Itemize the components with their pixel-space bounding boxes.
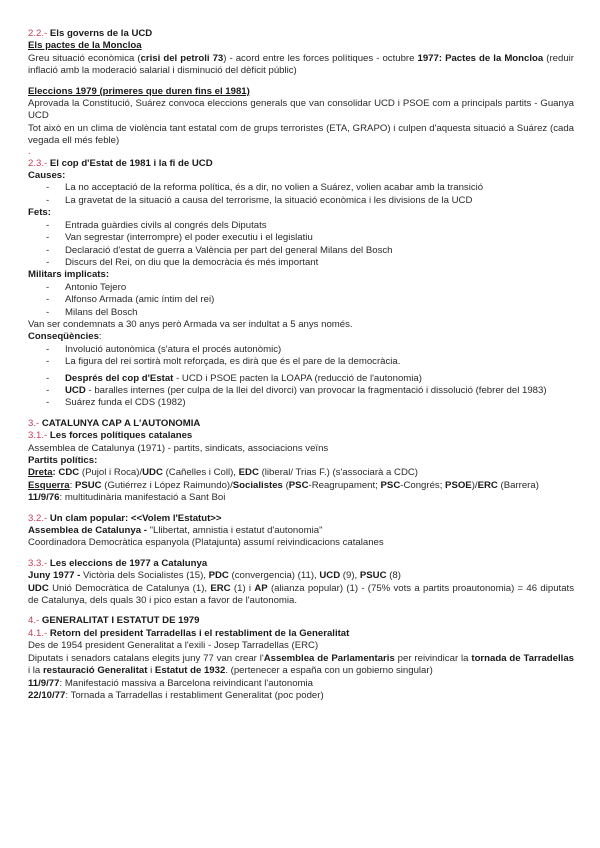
list-item: - Involució autonòmica (s'atura el procés autonòmic) bbox=[28, 344, 574, 356]
paragraph-22-10-77: 22/10/77: Tornada a Tarradellas i restabliment Generalitat (poc poder) bbox=[28, 689, 324, 701]
paragraph-esquerra: Esquerra: PSUC (Gutiérrez i López Raimundo)/Socialistes (PSC-Reagrupament; PSC-Congrés; PSOE)/ERC (Barrera) bbox=[28, 479, 539, 491]
label-consequencies: Conseqüències: bbox=[28, 331, 102, 343]
list-causes bbox=[28, 182, 574, 207]
paragraph-juny-1977: Juny 1977 - Victòria dels Socialistes (15), PDC (convergencia) (11), UCD (9), PSUC (8) bbox=[28, 570, 401, 582]
paragraph-clam: Assemblea de Catalunya - "Llibertat, amnistia i estatut d'autonomia" bbox=[28, 525, 323, 537]
stray-dot: . bbox=[28, 145, 31, 157]
list-fets bbox=[28, 220, 574, 270]
list-item: - Milans del Bosch bbox=[28, 307, 574, 319]
list-item: - Entrada guàrdies civils al congrés dels Diputats bbox=[28, 220, 574, 232]
paragraph-condemnats: Van ser condemnats a 30 anys però Armada va ser indultat a 5 anys només. bbox=[28, 318, 353, 330]
label-fets: Fets: bbox=[28, 207, 51, 219]
list-item: - Alfonso Armada (amic íntim del rei) bbox=[28, 294, 574, 306]
label-militars: Militars implicats: bbox=[28, 269, 110, 281]
section-heading-2-3: 2.3.- El cop d'Estat de 1981 i la fi de UCD bbox=[28, 157, 213, 169]
section-heading-3: 3.- CATALUNYA CAP A L'AUTONOMIA bbox=[28, 417, 201, 429]
paragraph-assemblea: Assemblea de Catalunya (1971) - partits, sindicats, associacions veïns bbox=[28, 442, 329, 454]
paragraph-parlamentaris: Diputats i senadors catalans elegits juny 77 van crear l'Assemblea de Parlamentaris per reivindicar la tornada de Tarradellas i la restauració Generalitat i Estatut de 1932. (pertenecer a españa con un gobierno singular) bbox=[28, 652, 574, 677]
paragraph-resultats: UDC Unió Democràtica de Catalunya (1), ERC (1) i AP (alianza popular) (1) - (75% vots a partits proautonomia) = 46 diputats de Catalunya, dels quals 30 i pico estan a favor de l'autonomia. bbox=[28, 582, 574, 607]
list-item: - UCD - baralles internes (per culpa de la llei del divorci) van provocar la fragmentació i dissolució (febrer del 1983) bbox=[28, 385, 574, 397]
list-item: - Suárez funda el CDS (1982) bbox=[28, 397, 574, 409]
section-heading-2-2: 2.2.- Els governs de la UCD bbox=[28, 28, 153, 39]
paragraph-dreta: Dreta: CDC (Pujol i Roca)/UDC (Cañelles i Coll), EDC (liberal/ Trias F.) (s'associarà a CDC) bbox=[28, 467, 418, 479]
section-heading-3-1: 3.1.- Les forces polítiques catalanes bbox=[28, 430, 193, 442]
list-item: - Discurs del Rei, on diu que la democràcia és més important bbox=[28, 257, 574, 269]
paragraph-11-9-77: 11/9/77: Manifestació massiva a Barcelona reivindicant l'autonomia bbox=[28, 677, 314, 689]
section-heading-3-3: 3.3.- Les eleccions de 1977 a Catalunya bbox=[28, 557, 208, 569]
list-item: - La gravetat de la situació a causa del terrorisme, la situació econòmica i les divisions de la UCD bbox=[28, 195, 574, 207]
list-item: - Declaració d'estat de guerra a València per part del general Milans del Bosch bbox=[28, 245, 574, 257]
list-despres bbox=[28, 373, 574, 410]
list-item: - La no acceptació de la reforma política, és a dir, no volien a Suárez, volien acabar amb la transició bbox=[28, 182, 574, 194]
list-militars bbox=[28, 282, 574, 319]
paragraph-eleccions-2: Tot això en un clima de violència tant estatal com de grups terroristes (ETA, GRAPO) i culpen d'aquesta situació a Suárez (cada vegada ell més feble) bbox=[28, 122, 574, 147]
list-item: - La figura del rei sortirà molt reforçada, es dirà que és el pare de la democràcia. bbox=[28, 356, 574, 368]
subheading-eleccions-1979: Eleccions 1979 (primeres que duren fins el 1981) bbox=[28, 85, 250, 97]
document-page bbox=[28, 28, 574, 702]
list-consequencies bbox=[28, 344, 574, 369]
label-partits: Partits polítics: bbox=[28, 455, 98, 466]
subheading-pactes: Els pactes de la Moncloa bbox=[28, 40, 142, 52]
list-item: - Antonio Tejero bbox=[28, 282, 574, 294]
paragraph-tarradellas: Des de 1954 president Generalitat a l'exili - Josep Tarradellas (ERC) bbox=[28, 640, 319, 652]
paragraph-coordinadora: Coordinadora Democràtica espanyola (Platajunta) assumí reivindicacions catalanes bbox=[28, 537, 384, 549]
paragraph-pactes: Greu situació econòmica (crisi del petroli 73) - acord entre les forces polítiques - octubre 1977: Pactes de la Moncloa (reduir inflació amb la moderació salarial i disminució del dèficit públic) bbox=[28, 52, 574, 77]
paragraph-eleccions-1: Aprovada la Constitució, Suárez convoca eleccions generals que van consolidar UCD i PSOE com a principals partits - Guanya UCD bbox=[28, 98, 574, 122]
section-heading-3-2: 3.2.- Un clam popular: <<Volem l'Estatut>> bbox=[28, 512, 222, 524]
section-heading-4: 4.- GENERALITAT I ESTATUT DE 1979 bbox=[28, 615, 200, 627]
list-item: - Després del cop d'Estat - UCD i PSOE pacten la LOAPA (reducció de l'autonomia) bbox=[28, 373, 574, 385]
list-item: - Van segrestar (interrompre) el poder executiu i el legislatiu bbox=[28, 232, 574, 244]
label-causes: Causes: bbox=[28, 170, 66, 182]
section-heading-4-1: 4.1.- Retorn del president Tarradellas i el restabliment de la Generalitat bbox=[28, 627, 350, 639]
paragraph-11-9-76: 11/9/76: multitudinària manifestació a Sant Boi bbox=[28, 492, 226, 504]
